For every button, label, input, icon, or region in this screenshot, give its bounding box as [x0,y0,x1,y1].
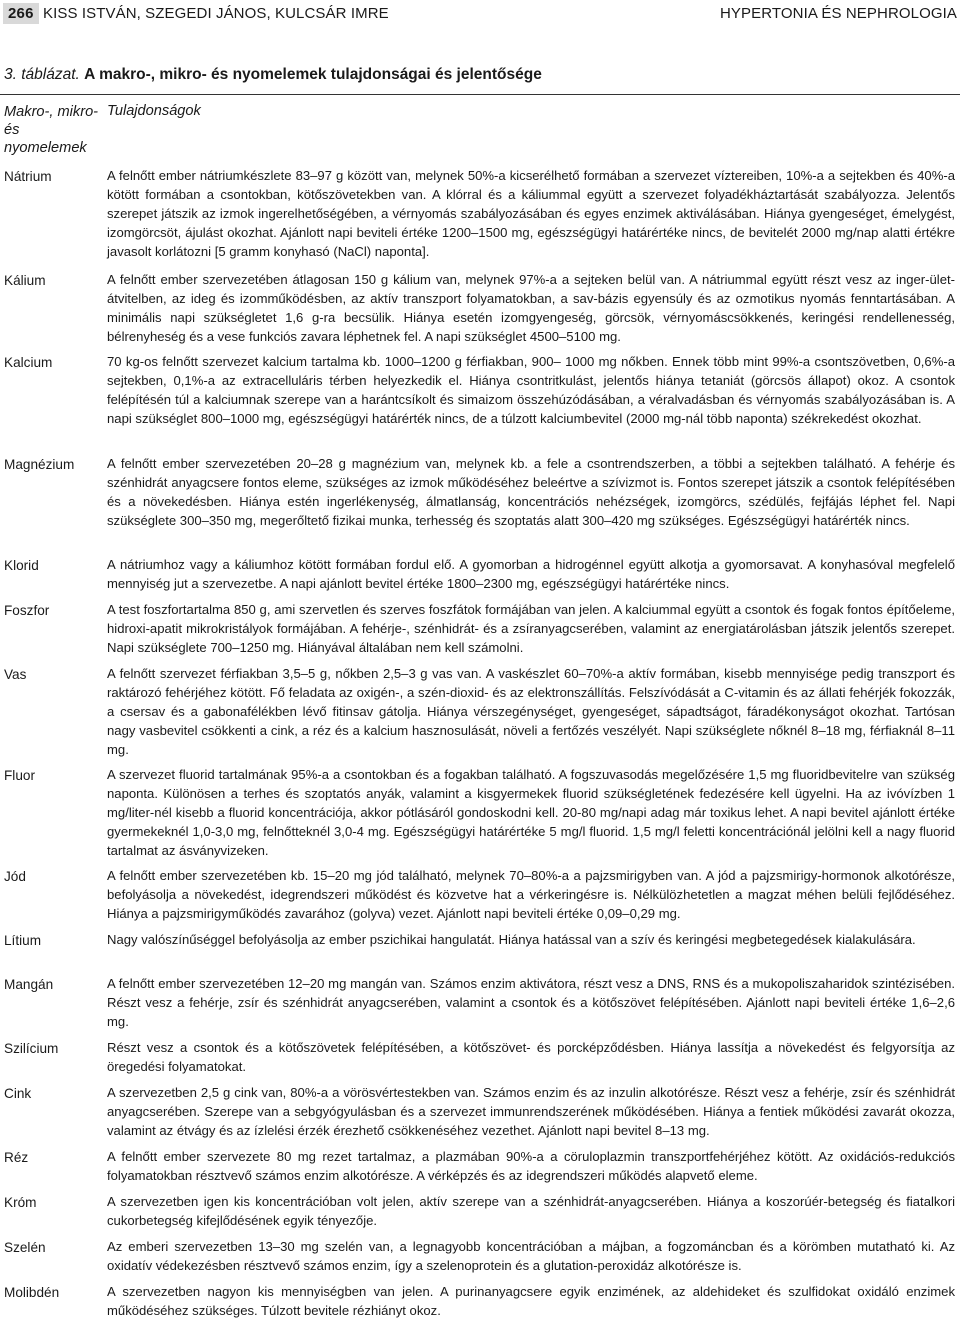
table-top-rule [0,94,960,95]
author-line: KISS ISTVÁN, SZEGEDI JÁNOS, KULCSÁR IMRE [43,5,389,22]
row-description: A nátriumhoz vagy a káliumhoz kötött formában fordul elő. A gyomorban a hidrogénnel együtt alkotja a gyomorsavat. A konyhasóval megfelelő mennyiség jut a szervezetbe. A napi ajánlott bevitel értéke 1800–2300 mg, egészségügyi határértéke nincs. [107,557,955,591]
row-name: Fluor [4,768,35,783]
row-description: A felnőtt ember szervezetében kb. 15–20 mg jód található, melynek 70–80%-a a pajzsmirigyben van. A jód a pajzsmirigy-hormonok alkotórésze, befolyásolja a növekedést, idegrendszeri működést és közvetve hat a vérkeringésre is. Nélkülözhetetlen a magzat méhen belüli fejlődéséhez. Hiánya a pajzsmirigyműködés zavarához (golyva) vezet. Ajánlott napi beviteli értéke 0,09–0,29 mg. [107,868,955,921]
row-description: A szervezetben 2,5 g cink van, 80%-a a vörösvértestekben van. Számos enzim és az inzulin alkotórésze. Részt vesz a fehérje, zsír és szénhidrát anyagcserében. Szerepe van a sebgyógyulásban és a szervezet immunrendszerének működésében. Hiánya a fentiek működési zavarát okozza, valamint az étvágy és az ízlelési érzék érezhető csökkenéséhez vezethet. Ajánlott napi bevitel 8–13 mg. [107,1085,955,1138]
row-name: Jód [4,869,26,884]
row-description: A felnőtt szervezet férfiakban 3,5–5 g, nőkben 2,5–3 g vas van. A vaskészlet 60–70%-a aktív formában, kisebb mennyisége pedig transzport és raktározó fehérjéhez kötött. Fő feladata az oxigén-, a szén-dioxid- és az elektronszállítás. Felszívódását a C-vitamin és az állati fehérjék fokozzák, a csersav és a gabonafélékben lévő fitinsav gátolja. Hiánya vérszegénységet, gyengeséget, sápadtságot, fáradékonyságot okozhat. Tartósan nagy vasbevitel csökkenti a cink, a réz és a kalcium hasznosulását, növeli a fertőzés veszélyét. Napi szükséglete nőknél 8–18 mg, férfiaknál 8–11 mg. [107,666,955,757]
row-name: Mangán [4,977,54,992]
row-description: Az emberi szervezetben 13–30 mg szelén van, a legnagyobb koncentrációban a májban, a fogzománcban és a körömben mutatható ki. Az oxidatív védekezésben résztvevő számos enzim, így a szelenoprotein és a glutation-peroxidáz alkotórésze is. [107,1239,955,1273]
row-description: A felnőtt ember nátriumkészlete 83–97 g között van, melynek 50%-a kicserélhető formában a szervezet víztereiben, 10%-a a sejtekben és 40%-a kötött formában a csontokban, kötőszövetekben van. A klórral és a káliummal együtt a szervezet folyadékháztartását szabályozza. Jelentős szerepet játszik az izmok ingerelhetőségében, a vérnyomás szabályozásában és egyes enzimek aktiválásában. Hiánya gyengeséget, émelygést, izomgörcsöt, ájulást okozhat. Ajánlott napi beviteli értéke 1200–1500 mg, egészségügyi határértéke nincs, de bevitelét 2000 mg/nap alatti értékre javasolt korlátozni [5 gramm konyhasó (NaCl) naponta]. [107,168,955,259]
row-description: A test foszfortartalma 850 g, ami szervetlen és szerves foszfátok formájában van jelen. A kalciummal együtt a csontok és fogak fontos építőeleme, hidroxi-apatit mikrokristályok formájában. A fehérje-, szénhidrát- és a zsíranyagcserében, valamint az energiatárolásban játszik jelentős szerepet. Napi szükséglete 700–1250 mg. Hiányával általában nem kell számolni. [107,602,955,655]
row-name: Cink [4,1086,32,1101]
row-description: A szervezet fluorid tartalmának 95%-a a csontokban és a fogakban található. A fogszuvasodás megelőzésére 1,5 mg fluoridbevitelre van szükség naponta. Különösen a terhes és szoptatós anyák, valamint a kisgyermekek fluorid szükségletének fedezésére kell ügyelni. Ha az ivóvízben 1 mg/liter-nél kisebb a fluorid koncentrációja, akkor pótlásáról gondoskodni kell. 20-80 mg/napi adag már toxikus lehet. A napi bevitel ajánlott értéke gyermekeknél 1,0-3,0 mg, felnőtteknél 3,0-4 mg. Egészségügyi határértéke 5 mg/l fluorid. 1,5 mg/l feletti koncentrációnál jelölni kell a nagy fluorid tartalmat az ásványvizeken. [107,767,955,858]
row-name: Kálium [4,273,46,288]
table-label: 3. táblázat. [4,66,80,83]
row-description: A felnőtt ember szervezetében 12–20 mg mangán van. Számos enzim aktivátora, részt vesz a DNS, RNS és a mukopoliszaharidok szintézisében. Részt vesz a fehérje, zsír és szénhidrát anyagcserében, valamint a csontok és a kötőszövet felépítésében. Ajánlott napi beviteli értéke 1,6–2,6 mg. [107,976,955,1029]
row-description: A szervezetben nagyon kis mennyiségben van jelen. A purinanyagcsere egyik enzimének, az aldehideket és szulfidokat oxidáló enzimek működéséhez szükséges. Túlzott bevitele rézhiányt okoz. [107,1284,955,1318]
row-description: A szervezetben igen kis koncentrációban volt jelen, aktív szerepe van a szénhidrát-anyagcserében. Hiánya a koszorúér-betegség és fiatalkori cukorbetegség kifejlődésének egyik tényezője. [107,1194,955,1228]
row-name: Molibdén [4,1285,60,1300]
table-title: A makro-, mikro- és nyomelemek tulajdonságai és jelentősége [84,66,542,83]
row-name: Szilícium [4,1041,59,1056]
row-name: Vas [4,667,27,682]
column-header-properties: Tulajdonságok [107,103,201,119]
row-name: Kalcium [4,355,53,370]
row-name: Magnézium [4,457,75,472]
row-name: Foszfor [4,603,50,618]
row-name: Klorid [4,558,39,573]
row-name: Réz [4,1150,29,1165]
row-name: Króm [4,1195,37,1210]
running-title: HYPERTONIA ÉS NEPHROLOGIA [719,5,957,22]
row-name: Lítium [4,933,42,948]
row-name: Nátrium [4,169,52,184]
row-description: A felnőtt ember szervezete 80 mg rezet tartalmaz, a plazmában 90%-a a cöruloplazmin transzportfehérjéhez kötött. Az oxidációs-redukciós folyamatokban résztvevő számos enzim alkotórésze. A vérképzés és az idegrendszeri működés alapvető eleme. [107,1149,955,1183]
row-description: Nagy valószínűséggel befolyásolja az ember pszichikai hangulatát. Hiánya hatással van a szív és keringési megbetegedések kialakulására. [107,932,916,947]
row-description: 70 kg-os felnőtt szervezet kalcium tartalma kb. 1000–1200 g férfiakban, 900– 1000 mg nőkben. Ennek több mint 99%-a csontszövetben, 0,6%-a sejtekben, 0,1%-a az extracelluláris térben helyezkedik el. Hiánya csontritkulást, jelentős hiánya tetaniát (görcsös állapot) okoz. A csontok felépítésén túl a kalciumnak szerepe van a harántcsíkolt és simaizom összehúzódásában, a véralvadásban és vérnyomás szabályozásában is. A napi szükséglet 800–1000 mg, egészségügyi határérték nincs, de a túlzott kalciumbevitel (2000 mg-nál több naponta) székrekedést okozhat. [107,354,955,426]
row-description: Részt vesz a csontok és a kötőszövetek felépítésében, a kötőszövet- és porcképződésben. Hiánya lassítja a növekedést és felgyorsítja az öregedési folyamatokat. [107,1040,955,1074]
page-header [0,0,960,26]
column-header-elements: Makro-, mikro- és nyomelemek [4,104,99,156]
row-description: A felnőtt ember szervezetében átlagosan 150 g kálium van, melynek 97%-a a sejteken belül van. A nátriummal együtt részt vesz az inger-ület-átvitelben, az ideg és izomműködésben, az aktív transzport folyamatokban, a sav-bázis egyensúly és az ozmotikus nyomás fenntartásában. A minimális napi szükségletet 1,6 g-ra becsülik. Hiánya esetén izomgyengeség, görcsök, vérnyomáscsökkenés, keringési rendellenesség, bélrenyheség és a vese funkciós zavara léphetnek fel. A napi szükséglet 4500–5100 mg. [107,272,955,344]
row-name: Szelén [4,1240,46,1255]
page-number: 266 [3,3,39,24]
table-caption [4,66,542,84]
row-description: A felnőtt ember szervezetében 20–28 g magnézium van, melynek kb. a fele a csontrendszerben, a többi a sejtekben található. A fehérje és szénhidrát anyagcsere fontos eleme, szükséges az izmok működéséhez beleértve a szívizmot is. Fontos szerepet játszik a csontok felépítésében és a növekedésben. Hiánya estén ingerlékenység, álmatlanság, koncentrációs nehézségek, izomgörcs, szédülés, fejfájás léphet fel. Napi szükséglete 300–350 mg, megerőltető fizikai munka, terhesség és szoptatás alatt 300–420 mg szükséges. Egészségügyi határérték nincs. [107,456,955,528]
